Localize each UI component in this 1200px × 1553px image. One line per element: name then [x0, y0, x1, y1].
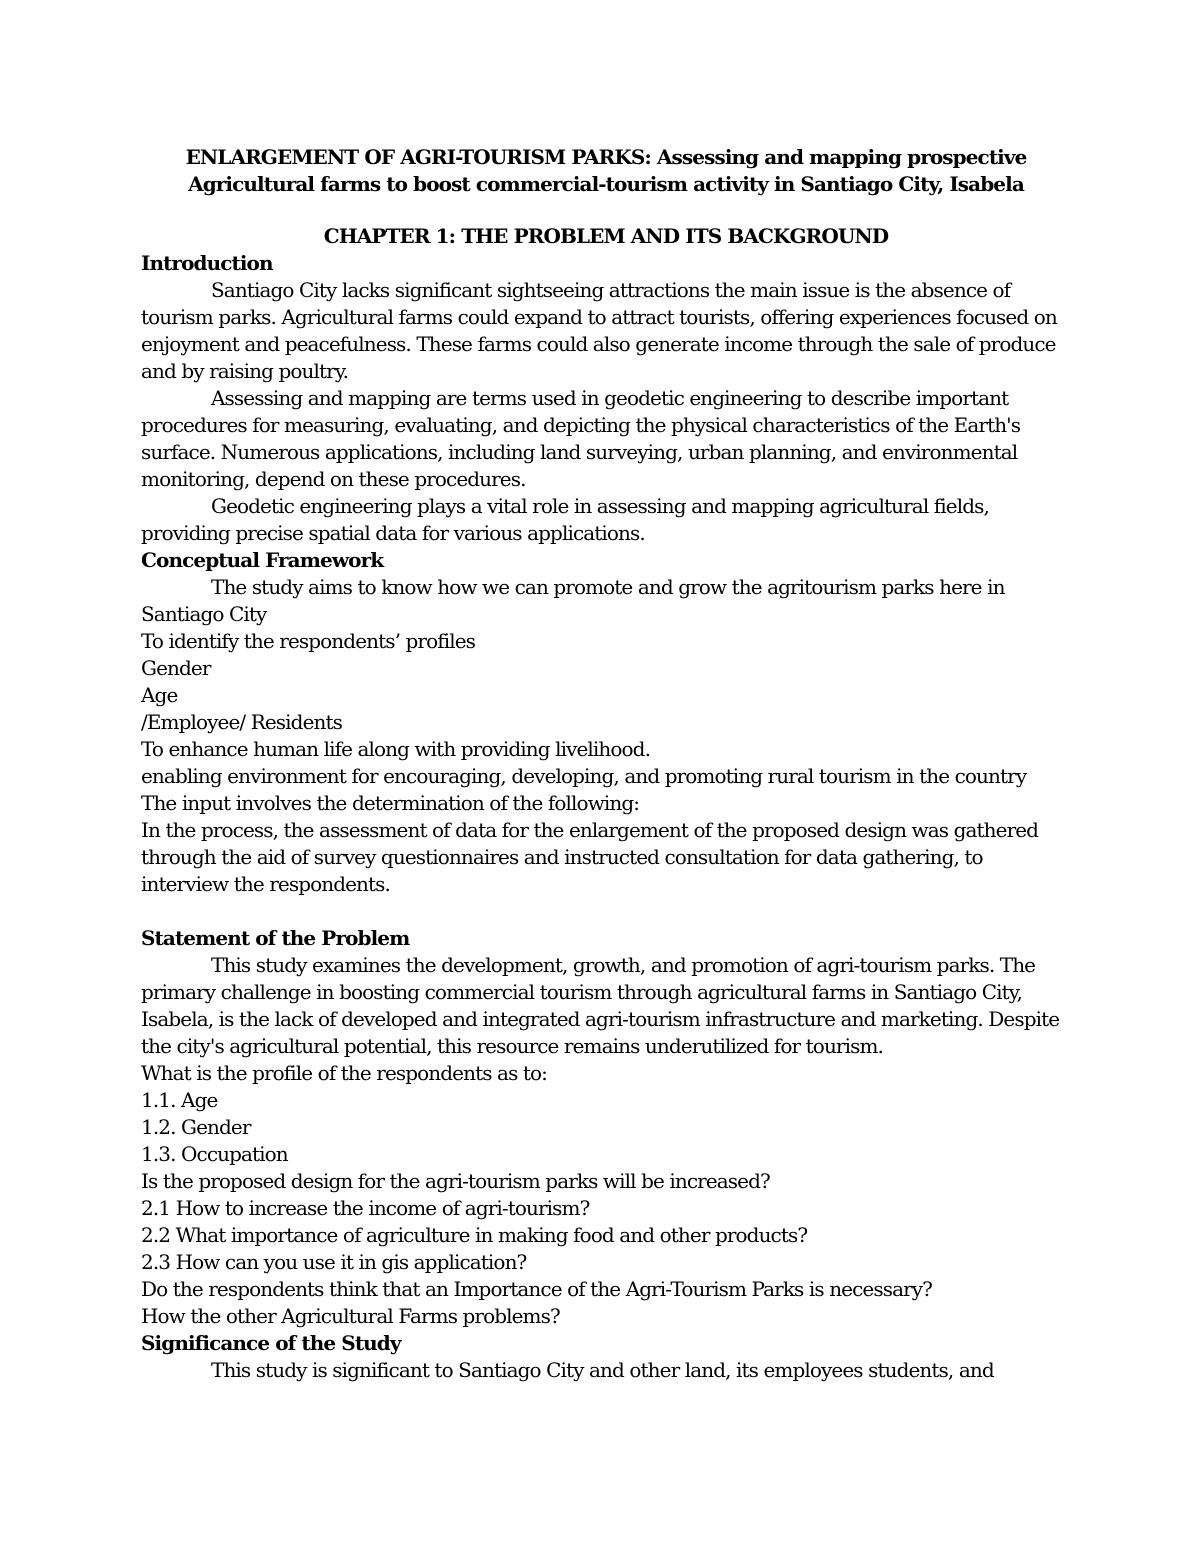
problem-line: 1.2. Gender	[141, 1115, 251, 1139]
framework-line: enabling environment for encouraging, developing, and promoting rural tourism in the country	[141, 764, 1027, 788]
problem-heading: Statement of the Problem	[141, 926, 410, 950]
problem-line: 2.1 How to increase the income of agri-tourism?	[141, 1196, 590, 1220]
problem-line: What is the profile of the respondents as to:	[141, 1061, 548, 1085]
problem-line: How the other Agricultural Farms problems?	[141, 1304, 560, 1328]
problem-line: 2.3 How can you use it in gis application?	[141, 1250, 527, 1274]
problem-paragraph: This study examines the development, growth, and promotion of agri-tourism parks. The primary challenge in boosting commercial tourism through agricultural farms in Santiago City, Isabela, is the lack of developed and integrated agri-tourism infrastructure and marketing. Despite the city's agricultural potential, this resource remains underutilized for tourism.	[141, 953, 1060, 1058]
problem-line: 2.2 What importance of agriculture in making food and other products?	[141, 1223, 808, 1247]
chapter-heading: CHAPTER 1: THE PROBLEM AND ITS BACKGROUND	[323, 224, 889, 248]
blank-line	[141, 898, 1071, 925]
framework-line: To identify the respondents’ profiles	[141, 629, 476, 653]
title-line-2: Agricultural farms to boost commercial-tourism activity in Santiago City, Isabela	[188, 172, 1024, 196]
problem-line: 1.1. Age	[141, 1088, 218, 1112]
title-line-1: ENLARGEMENT OF AGRI-TOURISM PARKS: Assessing and mapping prospective	[185, 145, 1027, 169]
framework-line: Gender	[141, 656, 211, 680]
problem-line: 1.3. Occupation	[141, 1142, 288, 1166]
problem-line: Is the proposed design for the agri-tourism parks will be increased?	[141, 1169, 770, 1193]
problem-line: Do the respondents think that an Importance of the Agri-Tourism Parks is necessary?	[141, 1277, 932, 1301]
framework-line: In the process, the assessment of data for the enlargement of the proposed design was gathered through the aid of survey questionnaires and instructed consultation for data gathering, to interview the respondents.	[141, 818, 1039, 896]
significance-heading: Significance of the Study	[141, 1331, 401, 1355]
framework-heading: Conceptual Framework	[141, 548, 384, 572]
framework-line: Age	[141, 683, 178, 707]
introduction-paragraph: Assessing and mapping are terms used in geodetic engineering to describe important procedures for measuring, evaluating, and depicting the physical characteristics of the Earth's surface. Numerous applications, including land surveying, urban planning, and environmental monitoring, depend on these procedures.	[141, 386, 1021, 491]
introduction-paragraph: Santiago City lacks significant sightseeing attractions the main issue is the absence of tourism parks. Agricultural farms could expand to attract tourists, offering experiences focused on enjoyment and peacefulness. These farms could also generate income through the sale of produce and by raising poultry.	[141, 278, 1057, 383]
introduction-heading: Introduction	[141, 251, 273, 275]
introduction-paragraph: Geodetic engineering plays a vital role in assessing and mapping agricultural fields, providing precise spatial data for various applications.	[141, 494, 989, 545]
framework-line: To enhance human life along with providing livelihood.	[141, 737, 651, 761]
framework-paragraph: The study aims to know how we can promote and grow the agritourism parks here in Santiago City	[141, 575, 1005, 626]
significance-paragraph: This study is significant to Santiago City and other land, its employees students, and	[211, 1358, 994, 1382]
framework-line: The input involves the determination of the following:	[141, 791, 640, 815]
document-body	[141, 144, 1071, 1384]
framework-line: /Employee/ Residents	[141, 710, 342, 734]
